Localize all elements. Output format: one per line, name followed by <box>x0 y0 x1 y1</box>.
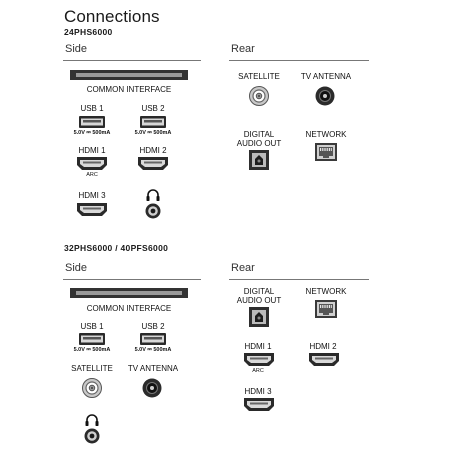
usb1-label: USB 1 <box>80 104 104 113</box>
side-divider <box>63 60 201 61</box>
antenna-connector-icon <box>315 86 335 106</box>
hdmi-port-icon <box>138 157 168 170</box>
network-label: NETWORK <box>305 130 347 139</box>
ethernet-port-icon <box>315 143 337 161</box>
side-heading: Side <box>65 43 88 55</box>
satellite-connector-icon <box>82 378 102 398</box>
headphone-icon <box>85 414 99 426</box>
digital-audio-label-line2: AUDIO OUT <box>236 139 282 148</box>
ethernet-port-icon <box>315 300 337 318</box>
hdmi-port-icon <box>244 398 274 411</box>
hdmi3-label: HDMI 3 <box>78 191 106 200</box>
usb-port-icon <box>140 333 166 345</box>
hdmi2-label: HDMI 2 <box>309 342 337 351</box>
headphone-jack-icon <box>145 203 161 219</box>
side-divider <box>63 279 201 280</box>
rear-heading: Rear <box>231 43 255 55</box>
hdmi1-arc-label: ARC <box>86 172 98 178</box>
usb2-label: USB 2 <box>141 322 165 331</box>
hdmi-port-icon <box>244 353 274 366</box>
hdmi1-label: HDMI 1 <box>244 342 272 351</box>
usb1-rating: 5.0V ⎓ 500mA <box>73 130 111 136</box>
common-interface-label: COMMON INTERFACE <box>86 85 172 94</box>
common-interface-label: COMMON INTERFACE <box>86 304 172 313</box>
rear-divider <box>229 279 369 280</box>
headphone-jack-icon <box>84 428 100 444</box>
usb2-rating: 5.0V ⎓ 500mA <box>134 347 172 353</box>
headphone-icon <box>146 189 160 201</box>
usb2-label: USB 2 <box>141 104 165 113</box>
rear-heading: Rear <box>231 262 255 274</box>
usb2-rating: 5.0V ⎓ 500mA <box>134 130 172 136</box>
hdmi3-label: HDMI 3 <box>244 387 272 396</box>
hdmi-port-icon <box>77 157 107 170</box>
page-title: Connections <box>64 7 160 26</box>
tv-antenna-label: TV ANTENNA <box>300 72 352 81</box>
digital-audio-label-line2: AUDIO OUT <box>236 296 282 305</box>
usb1-label: USB 1 <box>80 322 104 331</box>
common-interface-slot-icon <box>70 288 188 298</box>
optical-audio-port-icon <box>249 307 269 327</box>
optical-audio-port-icon <box>249 150 269 170</box>
tv-antenna-label: TV ANTENNA <box>127 364 179 373</box>
usb-port-icon <box>140 116 166 128</box>
usb-port-icon <box>79 333 105 345</box>
satellite-label: SATELLITE <box>238 72 280 81</box>
common-interface-slot-icon <box>70 70 188 80</box>
digital-audio-label-line1: DIGITAL <box>243 287 275 296</box>
hdmi1-label: HDMI 1 <box>78 146 106 155</box>
hdmi2-label: HDMI 2 <box>139 146 167 155</box>
hdmi1-arc-label: ARC <box>252 368 264 374</box>
antenna-connector-icon <box>142 378 162 398</box>
side-heading: Side <box>65 262 88 274</box>
usb1-rating: 5.0V ⎓ 500mA <box>73 347 111 353</box>
hdmi-port-icon <box>77 203 107 216</box>
model-label-32phs6000-40pfs6000: 32PHS6000 / 40PFS6000 <box>64 243 169 253</box>
rear-divider <box>229 60 369 61</box>
model-label-24phs6000: 24PHS6000 <box>64 27 113 37</box>
satellite-connector-icon <box>249 86 269 106</box>
digital-audio-label-line1: DIGITAL <box>243 130 275 139</box>
hdmi-port-icon <box>309 353 339 366</box>
usb-port-icon <box>79 116 105 128</box>
network-label: NETWORK <box>305 287 347 296</box>
satellite-label: SATELLITE <box>71 364 113 373</box>
